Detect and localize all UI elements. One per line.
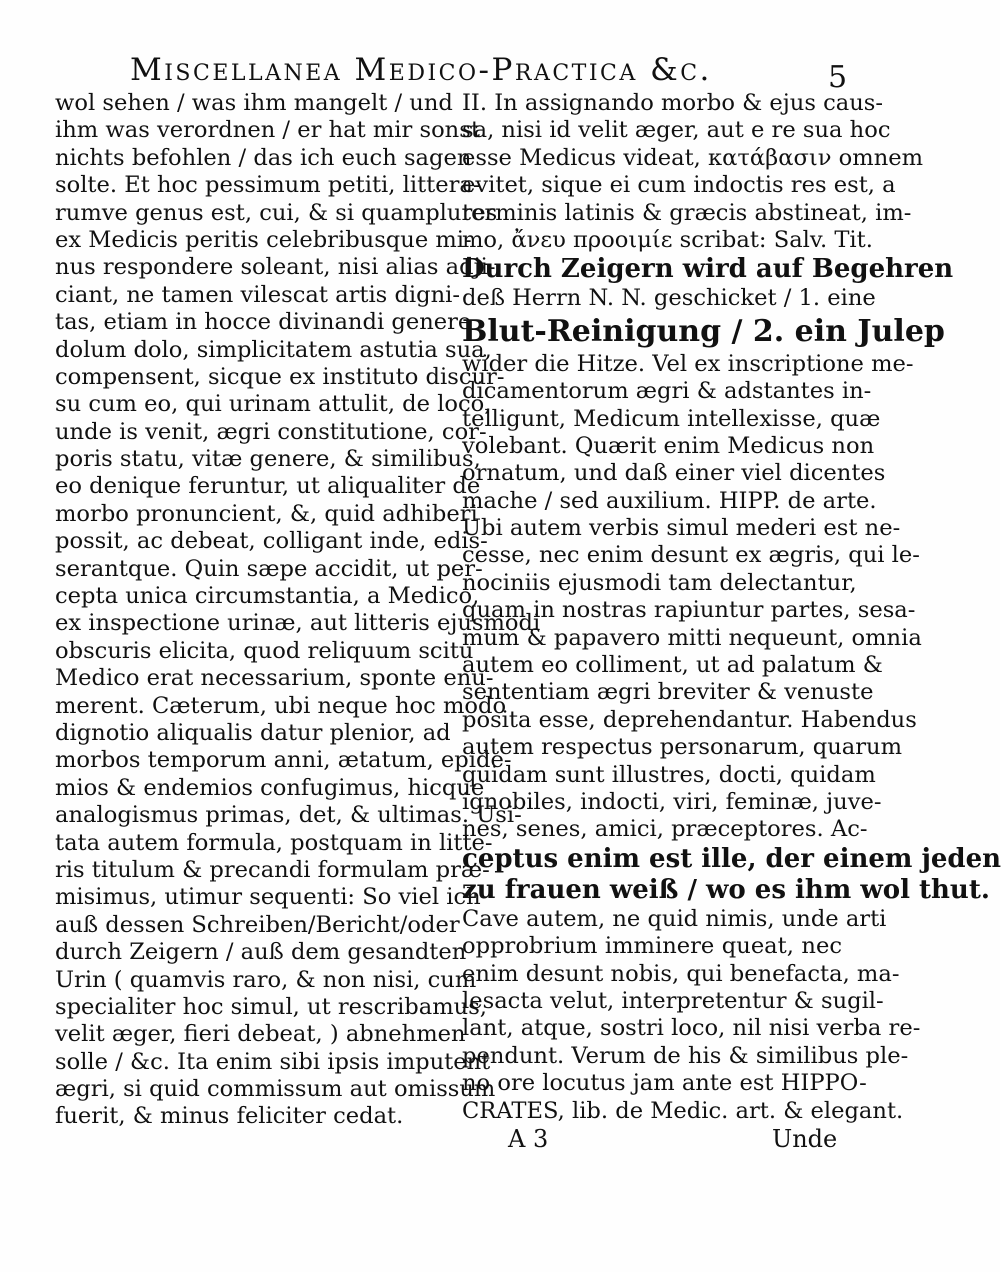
text-line: lesacta velut, interpretentur & sugil-	[462, 987, 884, 1014]
text-line: sa, nisi id velit æger, aut e re sua hoc	[462, 117, 891, 144]
text-line: Blut-Reinigung / 2. ein Julep	[462, 313, 945, 349]
text-line: cepta unica circumstantia, a Medico,	[55, 583, 480, 610]
text-line: serantque. Quin sæpe accidit, ut per-	[55, 555, 483, 582]
text-line: quam in nostras rapiuntur partes, sesa-	[462, 597, 916, 624]
text-line: morbos temporum anni, ætatum, epide-	[55, 747, 512, 774]
text-line: morbo pronuncient, &, quid adhiberi	[55, 500, 478, 527]
text-line: tata autem formula, postquam in litte-	[55, 829, 493, 856]
text-line: eo denique feruntur, ut aliqualiter de	[55, 473, 481, 500]
text-line: terminis latinis & græcis abstineat, im-	[462, 199, 912, 226]
text-line: wider die Hitze. Vel ex inscriptione me-	[462, 350, 914, 377]
text-line: sententiam ægri breviter & venuste	[462, 679, 874, 706]
text-line: autem eo colliment, ut ad palatum &	[462, 652, 883, 679]
page-number: 5	[828, 60, 848, 95]
text-line: compensent, sicque ex instituto discur-	[55, 363, 505, 390]
text-line: poris statu, vitæ genere, & similibus,	[55, 446, 481, 473]
text-line: auß dessen Schreiben/Bericht/oder	[55, 911, 460, 938]
text-line: obscuris elicita, quod reliquum scitu	[55, 637, 474, 664]
text-line: mios & endemios confugimus, hicque	[55, 774, 485, 801]
text-line: ris titulum & precandi formulam præ-	[55, 856, 490, 883]
text-line: misimus, utimur sequenti: So viel ich	[55, 884, 481, 911]
text-line: Ubi autem verbis simul mederi est ne-	[462, 515, 901, 542]
text-line: Cave autem, ne quid nimis, unde arti	[462, 905, 887, 932]
text-line: autem respectus personarum, quarum	[462, 734, 902, 761]
text-line: evitet, sique ei cum indoctis res est, a	[462, 172, 896, 199]
text-line: nichts befohlen / das ich euch sagen	[55, 144, 472, 171]
text-line: Medico erat necessarium, sponte enu-	[55, 665, 494, 692]
text-line: dignotio aliqualis datur plenior, ad	[55, 719, 451, 746]
text-line: CRATES, lib. de Medic. art. & elegant.	[462, 1097, 904, 1124]
text-line: mache / sed auxilium. HIPP. de arte.	[462, 487, 877, 514]
text-line: mo, ἄνευ προοιμίε scribat: Salv. Tit.	[462, 226, 873, 253]
text-line: ex Medicis peritis celebribusque mi-	[55, 226, 472, 253]
text-line: solte. Et hoc pessimum petiti, littera-	[55, 172, 481, 199]
text-line: wol sehen / was ihm mangelt / und	[55, 90, 453, 116]
text-line: fuerit, & minus feliciter cedat.	[55, 1103, 404, 1130]
text-line: nus respondere soleant, nisi alias adji-	[55, 254, 496, 281]
text-line: deß Herrn N. N. geschicket / 1. eine	[462, 285, 876, 312]
text-line: dicamentorum ægri & adstantes in-	[462, 378, 872, 405]
text-line: quidam sunt illustres, docti, quidam	[462, 761, 876, 788]
text-line: esse Medicus videat, κατάβασιν omnem	[462, 144, 924, 171]
text-line: durch Zeigern / auß dem gesandten	[55, 939, 467, 966]
text-line: ignobiles, indocti, viri, feminæ, juve-	[462, 788, 882, 815]
text-line: ihm was verordnen / er hat mir sonst	[55, 117, 480, 144]
text-line: ornatum, und daß einer viel dicentes	[462, 460, 886, 487]
left-text-column	[55, 90, 541, 1131]
text-line: telligunt, Medicum intellexisse, quæ	[462, 405, 881, 432]
text-line: Urin ( quamvis raro, & non nisi, cum	[55, 966, 477, 993]
right-text-column	[462, 90, 1001, 1125]
text-line: tas, etiam in hocce divinandi genere	[55, 309, 472, 336]
text-line: posita esse, deprehendantur. Habendus	[462, 706, 917, 733]
text-line: su cum eo, qui urinam attulit, de loco,	[55, 391, 492, 418]
text-line: merent. Cæterum, ubi neque hoc modo	[55, 692, 507, 719]
text-line: opprobrium imminere queat, nec	[462, 933, 842, 960]
text-line: zu frauen weiß / wo es ihm wol thut.	[462, 874, 990, 905]
text-line: nes, senes, amici, præceptores. Ac-	[462, 816, 868, 843]
catchword: Unde	[772, 1125, 838, 1153]
text-line: ægri, si quid commissum aut omissum	[55, 1076, 496, 1103]
text-line: nociniis ejusmodi tam delectantur,	[462, 569, 857, 596]
text-line: solle / &c. Ita enim sibi ipsis imputent	[55, 1048, 491, 1075]
text-line: enim desunt nobis, qui benefacta, ma-	[462, 960, 900, 987]
text-line: pendunt. Verum de his & similibus ple-	[462, 1042, 909, 1069]
signature-mark: A 3	[508, 1125, 549, 1153]
text-line: ciant, ne tamen vilescat artis digni-	[55, 281, 461, 308]
text-line: analogismus primas, det, & ultimas. Usi-	[55, 802, 522, 829]
text-line: velit æger, fieri debeat, ) abnehmen	[55, 1021, 466, 1048]
text-line: dolum dolo, simplicitatem astutia sua,	[55, 336, 492, 363]
text-line: II. In assignando morbo & ejus caus-	[462, 90, 884, 116]
running-title: Miscellanea Medico-Practica &c.	[130, 52, 712, 88]
text-line: lant, atque, sostri loco, nil nisi verba re-	[462, 1015, 921, 1042]
text-line: no ore locutus jam ante est HIPPO-	[462, 1070, 867, 1097]
text-line: unde is venit, ægri constitutione, cor-	[55, 418, 487, 445]
text-line: volebant. Quærit enim Medicus non	[462, 432, 875, 459]
text-line: possit, ac debeat, colligant inde, edis-	[55, 528, 488, 555]
text-line: ceptus enim est ille, der einem jeden	[462, 843, 1001, 874]
text-line: specialiter hoc simul, ut rescribamus,	[55, 993, 487, 1020]
text-line: rumve genus est, cui, & si quamplures	[55, 199, 498, 226]
text-line: Durch Zeigern wird auf Begehren	[462, 254, 954, 285]
text-line: mum & papavero mitti nequeunt, omnia	[462, 624, 922, 651]
text-line: cesse, nec enim desunt ex ægris, qui le-	[462, 542, 920, 569]
text-line: ex inspectione urinæ, aut litteris ejusmodi	[55, 610, 541, 637]
